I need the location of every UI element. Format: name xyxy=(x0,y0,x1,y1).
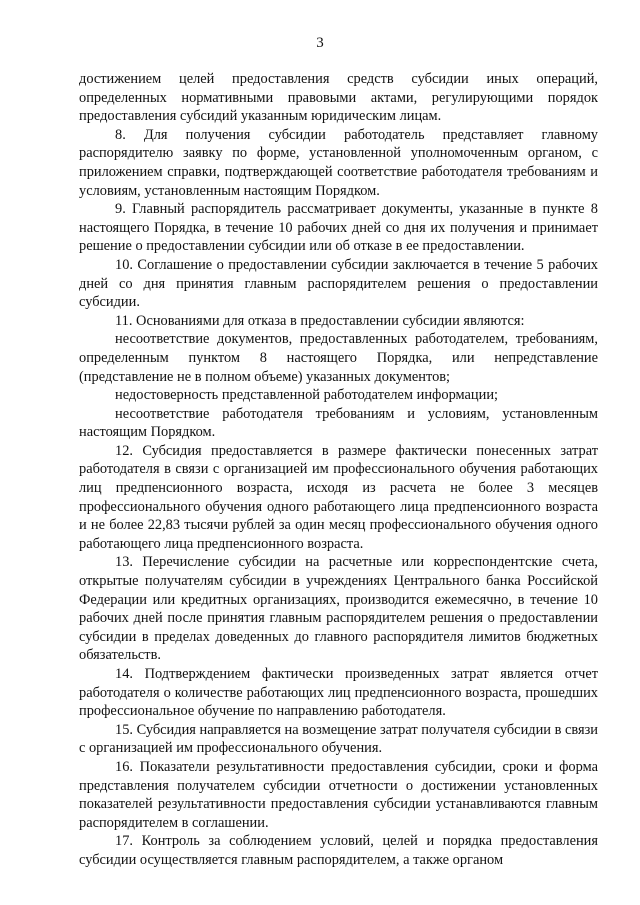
document-body xyxy=(79,70,598,870)
paragraph-11: 11. Основаниями для отказа в предоставлении субсидии являются: xyxy=(115,312,525,329)
paragraph-17: 17. Контроль за соблюдением условий, целей и порядка предоставления субсидии осуществляется главным распорядителем, а также органом xyxy=(79,833,598,868)
paragraph-14: 14. Подтверждением фактически произведенных затрат является отчет работодателя о количестве работающих лиц предпенсионного возраста, прошедших профессиональное обучение по направлению работодателя. xyxy=(79,666,598,720)
paragraph-16: 16. Показатели результативности предоставления субсидии, сроки и форма представления получателем субсидии отчетности о достижении установленных показателей результативности предоставления субсидии устанавливаются главным распорядителем в соглашении. xyxy=(79,758,598,831)
page-number: 3 xyxy=(316,35,324,51)
paragraph-9: 9. Главный распорядитель рассматривает документы, указанные в пункте 8 настоящего Порядка, в течение 10 рабочих дней со дня их получения и принимает решение о предоставлении субсидии или об отказе в ее предоставлении. xyxy=(79,201,598,255)
paragraph-11-item-1: несоответствие документов, предоставленных работодателем, требованиям, определенным пунктом 8 настоящего Порядка, или непредставление (представление не в полном объеме) указанных документов; xyxy=(79,331,598,385)
paragraph-11-item-2: недостоверность представленной работодателем информации; xyxy=(115,387,499,404)
paragraph-11-item-3: несоответствие работодателя требованиям и условиям, установленным настоящим Порядком. xyxy=(79,405,598,441)
paragraph-8: 8. Для получения субсидии работодатель представляет главному распорядителю заявку по форме, установленной уполномоченным органом, с приложением справки, подтверждающей соответствие работодателя требованиям и условиям, установленным настоящим Порядком. xyxy=(79,126,598,199)
paragraph-10: 10. Соглашение о предоставлении субсидии заключается в течение 5 рабочих дней со дня принятия главным распорядителем решения о предоставлении субсидии. xyxy=(79,256,598,311)
paragraph-continuation: достижением целей предоставления средств субсидии иных операций, определенных нормативными правовыми актами, регулирующими порядок предоставления субсидий указанным юридическим лицам. xyxy=(79,71,598,125)
paragraph-15: 15. Субсидия направляется на возмещение затрат получателя субсидии в связи с организацией им профессионального обучения. xyxy=(79,721,598,757)
paragraph-13: 13. Перечисление субсидии на расчетные или корреспондентские счета, открытые получателям субсидии в учреждениях Центрального банка Российской Федерации или кредитных организациях, производится ежемесячно, в течение 10 рабочих дней после принятия главным распорядителем решения о предоставлении субсидии в пределах доведенных до главного распорядителя лимитов бюджетных обязательств. xyxy=(79,554,598,664)
paragraph-12: 12. Субсидия предоставляется в размере фактически понесенных затрат работодателя в связи с организацией им профессионального обучения работающих лиц предпенсионного возраста, исходя из расчета не более 3 месяцев профессионального обучения одного работающего лица предпенсионного возраста и не более 22,83 тысячи рублей за один месяц профессионального обучения одного работающего лица предпенсионного возраста. xyxy=(79,442,598,552)
